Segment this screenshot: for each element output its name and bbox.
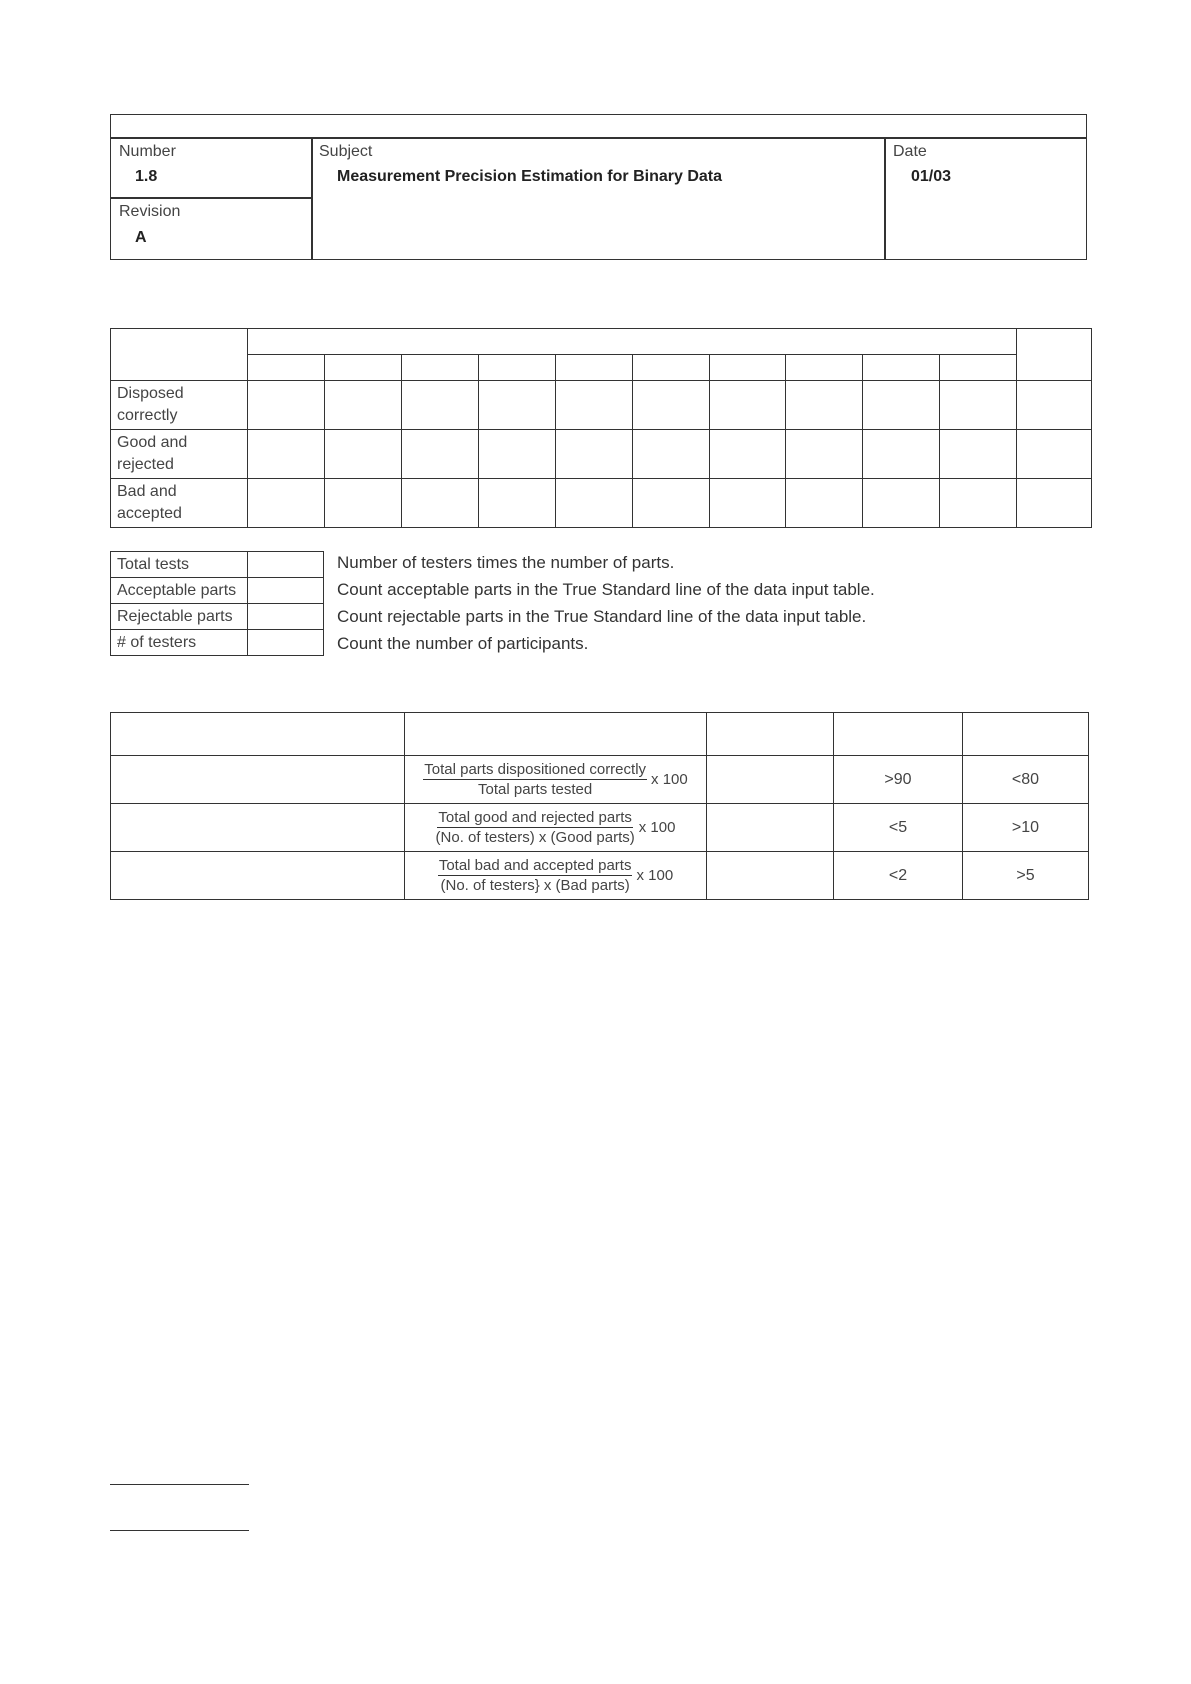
metric-name-cell xyxy=(111,852,405,900)
data-cell[interactable] xyxy=(710,381,786,430)
part-header-cell xyxy=(710,355,786,381)
data-cell[interactable] xyxy=(248,479,325,528)
formula-cell xyxy=(405,756,707,804)
header-divider xyxy=(111,137,1086,139)
header-divider xyxy=(111,197,311,199)
data-cell[interactable] xyxy=(402,430,479,479)
formula xyxy=(405,857,706,895)
data-cell[interactable] xyxy=(786,381,863,430)
summary-row xyxy=(111,578,324,604)
part-header-cell xyxy=(248,355,325,381)
row-label-line: Good and xyxy=(117,434,188,451)
data-cell[interactable] xyxy=(325,381,402,430)
summary-row xyxy=(111,552,324,578)
fraction xyxy=(436,809,635,847)
total-cell[interactable] xyxy=(1017,430,1092,479)
metric-name-cell xyxy=(111,804,405,852)
row-label xyxy=(111,479,248,528)
unacceptable-header-cell xyxy=(963,713,1089,756)
row-label xyxy=(111,381,248,430)
row-label xyxy=(111,430,248,479)
data-cell[interactable] xyxy=(633,381,710,430)
data-cell[interactable] xyxy=(556,479,633,528)
data-cell[interactable] xyxy=(633,479,710,528)
acceptable-threshold: <2 xyxy=(834,852,963,900)
table-row xyxy=(111,430,1092,479)
number-value: 1.8 xyxy=(135,168,158,185)
data-cell[interactable] xyxy=(940,430,1017,479)
formula xyxy=(405,809,706,847)
result-header-cell xyxy=(707,713,834,756)
acceptable-header-cell xyxy=(834,713,963,756)
result-cell[interactable] xyxy=(707,804,834,852)
data-cell[interactable] xyxy=(248,381,325,430)
row-label-line: Disposed xyxy=(117,385,184,402)
summary-table xyxy=(110,551,324,656)
row-label-line: accepted xyxy=(117,505,182,522)
metric-row xyxy=(111,852,1089,900)
part-header-cell xyxy=(863,355,940,381)
data-cell[interactable] xyxy=(940,479,1017,528)
result-cell[interactable] xyxy=(707,852,834,900)
row-label-line: correctly xyxy=(117,407,178,424)
data-cell[interactable] xyxy=(479,381,556,430)
part-header-cell xyxy=(786,355,863,381)
formula-multiplier: x 100 xyxy=(638,819,676,836)
revision-value: A xyxy=(135,229,147,246)
summary-label: Acceptable parts xyxy=(111,578,248,604)
data-input-table xyxy=(110,328,1092,528)
part-header-cell xyxy=(479,355,556,381)
acceptable-threshold: >90 xyxy=(834,756,963,804)
unacceptable-threshold: >5 xyxy=(963,852,1089,900)
acceptable-threshold: <5 xyxy=(834,804,963,852)
data-cell[interactable] xyxy=(863,381,940,430)
metric-name-cell xyxy=(111,756,405,804)
summary-row xyxy=(111,630,324,656)
formula-denominator: (No. of testers) x (Good parts) xyxy=(435,828,635,846)
fraction xyxy=(423,761,647,799)
part-header-cell xyxy=(325,355,402,381)
formula-multiplier: x 100 xyxy=(651,771,688,788)
data-cell[interactable] xyxy=(786,479,863,528)
total-header-cell xyxy=(1017,329,1092,381)
formula-numerator: Total good and rejected parts xyxy=(438,808,632,826)
formula-header-cell xyxy=(405,713,707,756)
data-cell[interactable] xyxy=(248,430,325,479)
metrics-header-row xyxy=(111,713,1089,756)
summary-value-cell[interactable] xyxy=(248,604,324,630)
summary-value-cell[interactable] xyxy=(248,630,324,656)
summary-value-cell[interactable] xyxy=(248,552,324,578)
formula-cell xyxy=(405,804,707,852)
table-corner-cell xyxy=(111,329,248,381)
total-cell[interactable] xyxy=(1017,381,1092,430)
formula-numerator: Total bad and accepted parts xyxy=(438,856,632,874)
formula xyxy=(405,761,706,799)
data-cell[interactable] xyxy=(556,430,633,479)
data-cell[interactable] xyxy=(325,430,402,479)
unacceptable-threshold: <80 xyxy=(963,756,1089,804)
header-divider xyxy=(884,137,886,259)
data-cell[interactable] xyxy=(710,479,786,528)
formula-multiplier: x 100 xyxy=(636,867,674,884)
formula-denominator: (No. of testers} x (Bad parts) xyxy=(440,876,630,894)
table-row xyxy=(111,381,1092,430)
summary-note: Count rejectable parts in the True Standard line of the data input table. xyxy=(337,607,867,626)
summary-label: # of testers xyxy=(111,630,248,656)
data-cell[interactable] xyxy=(633,430,710,479)
data-cell[interactable] xyxy=(402,381,479,430)
revision-label: Revision xyxy=(119,203,181,220)
unacceptable-threshold: >10 xyxy=(963,804,1089,852)
subject-label: Subject xyxy=(319,143,373,160)
data-cell[interactable] xyxy=(402,479,479,528)
part-header-cell xyxy=(556,355,633,381)
date-label: Date xyxy=(893,143,927,160)
summary-label: Total tests xyxy=(111,552,248,578)
date-value: 01/03 xyxy=(911,168,952,185)
summary-row xyxy=(111,604,324,630)
signature-line[interactable] xyxy=(110,1484,249,1485)
data-cell[interactable] xyxy=(940,381,1017,430)
document-header xyxy=(110,114,1087,260)
result-cell[interactable] xyxy=(707,756,834,804)
summary-note: Number of testers times the number of parts. xyxy=(337,553,675,572)
data-cell[interactable] xyxy=(479,479,556,528)
data-cell[interactable] xyxy=(325,479,402,528)
data-cell[interactable] xyxy=(556,381,633,430)
number-label: Number xyxy=(119,143,176,160)
data-cell[interactable] xyxy=(786,430,863,479)
data-cell[interactable] xyxy=(479,430,556,479)
summary-note: Count the number of participants. xyxy=(337,634,589,653)
part-header-cell xyxy=(402,355,479,381)
part-header-cell xyxy=(633,355,710,381)
signature-line[interactable] xyxy=(110,1530,249,1531)
fraction xyxy=(438,857,633,895)
tester-header-cell xyxy=(248,329,1017,355)
formula-cell xyxy=(405,852,707,900)
data-cell[interactable] xyxy=(710,430,786,479)
formula-numerator: Total parts dispositioned correctly xyxy=(424,760,647,778)
subject-value: Measurement Precision Estimation for Binary Data xyxy=(337,168,722,185)
metric-row xyxy=(111,756,1089,804)
summary-note: Count acceptable parts in the True Standard line of the data input table. xyxy=(337,580,875,599)
data-cell[interactable] xyxy=(863,479,940,528)
summary-value-cell[interactable] xyxy=(248,578,324,604)
part-header-cell xyxy=(940,355,1017,381)
metric-row xyxy=(111,804,1089,852)
formula-denominator: Total parts tested xyxy=(478,780,593,798)
table-row xyxy=(111,479,1092,528)
summary-label: Rejectable parts xyxy=(111,604,248,630)
row-label-line: rejected xyxy=(117,456,174,473)
header-divider xyxy=(311,137,313,259)
metrics-table xyxy=(110,712,1089,900)
total-cell[interactable] xyxy=(1017,479,1092,528)
row-label-line: Bad and xyxy=(117,483,177,500)
metric-header-cell xyxy=(111,713,405,756)
data-cell[interactable] xyxy=(863,430,940,479)
